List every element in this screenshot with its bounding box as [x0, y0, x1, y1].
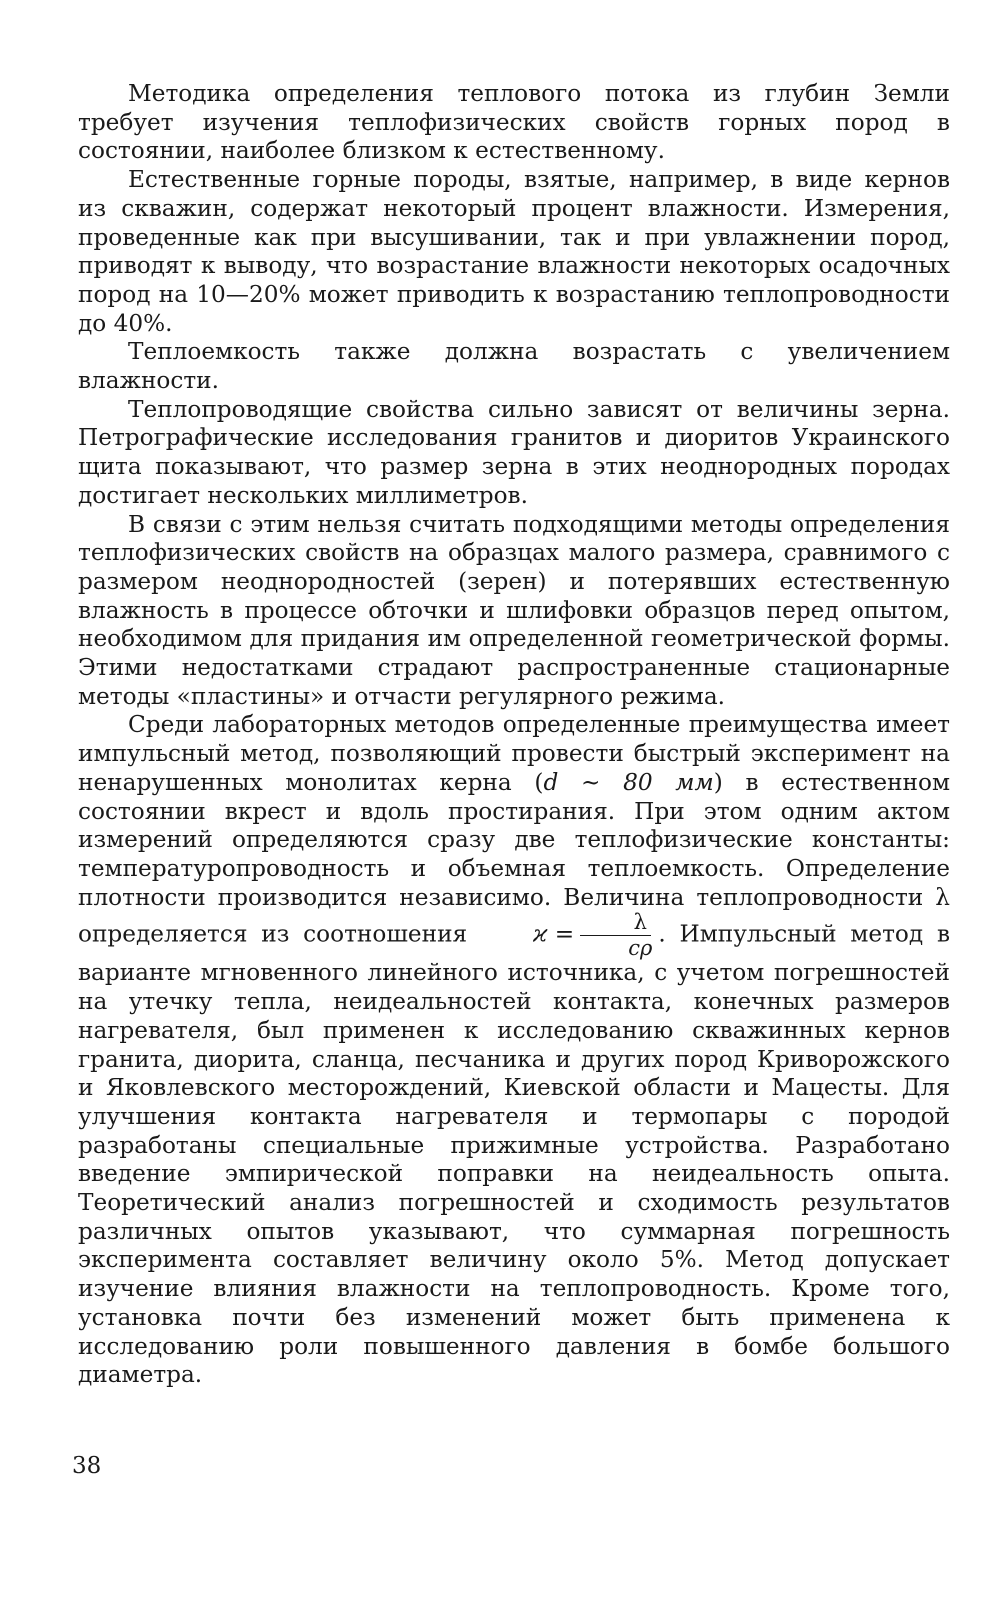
paragraph-5: В связи с этим нельзя считать подходящими методы определения теплофизических свойств на образцах малого размера, сравнимого с размером неоднородностей (зерен) и потерявших естественную влажность в процессе обточки и шлифовки образцов перед опытом, необходимом для придания им определенной геометрической формы. Этими недостатками страдают распространенные стационарные методы «пластины» и отчасти регулярного режима. — [78, 510, 950, 710]
paragraph-1: Методика определения теплового потока из глубин Земли требует изучения теплофизических свойств горных пород в состоянии, наиболее близком к естественному. — [78, 80, 950, 165]
formula-numerator: λ — [580, 912, 651, 936]
paragraph-4: Теплопроводящие свойства сильно зависят от величины зерна. Петрографические исследования гранитов и диоритов Украинского щита показывают, что размер зерна в этих неоднородных породах достигает нескольких миллиметров. — [78, 395, 950, 509]
core-diameter-expression: d ~ 80 мм — [543, 768, 714, 796]
paragraph-6-part3: . Импульсный метод в варианте мгновенного линейного источника, с учетом погрешностей на утечку тепла, неидеальностей контакта, конечных размеров нагревателя, был применен к исследованию скважинных кернов гранита, диорита, сланца, песчаника и других пород Криворожского и Яковлевского месторождений, Киевской области и Мацесты. Для улучшения контакта нагревателя и термопары с породой разработаны специальные прижимные устройства. Разработано введение эмпирической поправки на неидеальность опыта. Теоретический анализ погрешностей и сходимость результатов различных опытов указывают, что суммарная погрешность эксперимента составляет величину около 5%. Метод допускает изучение влияния влажности на теплопроводность. Кроме того, установка почти без изменений может быть применена к исследованию роли повышенного давления в бомбе большого диаметра. — [78, 920, 951, 1389]
formula-denominator: cρ — [628, 936, 653, 961]
formula-lhs: ϰ = — [532, 920, 575, 948]
paragraph-6-part2: ) в естественном состоянии вкрест и вдоль простирания. При этом одним актом измерений определяются сразу две теплофизические константы: температуропроводность и объемная теплоемкость. Определение плотности производится независимо. Величина теплопроводности λ определяется из соотношения — [78, 768, 951, 948]
page-number: 38 — [72, 1453, 102, 1479]
paragraph-2: Естественные горные породы, взятые, например, в виде кернов из скважин, содержат некоторый процент влажности. Измерения, проведенные как при высушивании, так и при увлажнении пород, приводят к выводу, что возрастание влажности некоторых осадочных пород на 10—20% может приводить к возрастанию теплопроводности до 40%. — [78, 166, 950, 337]
paragraph-6-part1: Среди лабораторных методов определенные преимущества имеет импульсный метод, позволяющий провести быстрый эксперимент на ненарушенных монолитах керна ( — [78, 711, 950, 796]
page-body — [78, 80, 950, 1390]
diffusivity-formula — [483, 912, 656, 959]
formula-fraction — [578, 912, 652, 959]
paragraph-3: Теплоемкость также должна возрастать с увеличением влажности. — [78, 338, 950, 395]
paragraph-6 — [78, 711, 950, 1389]
